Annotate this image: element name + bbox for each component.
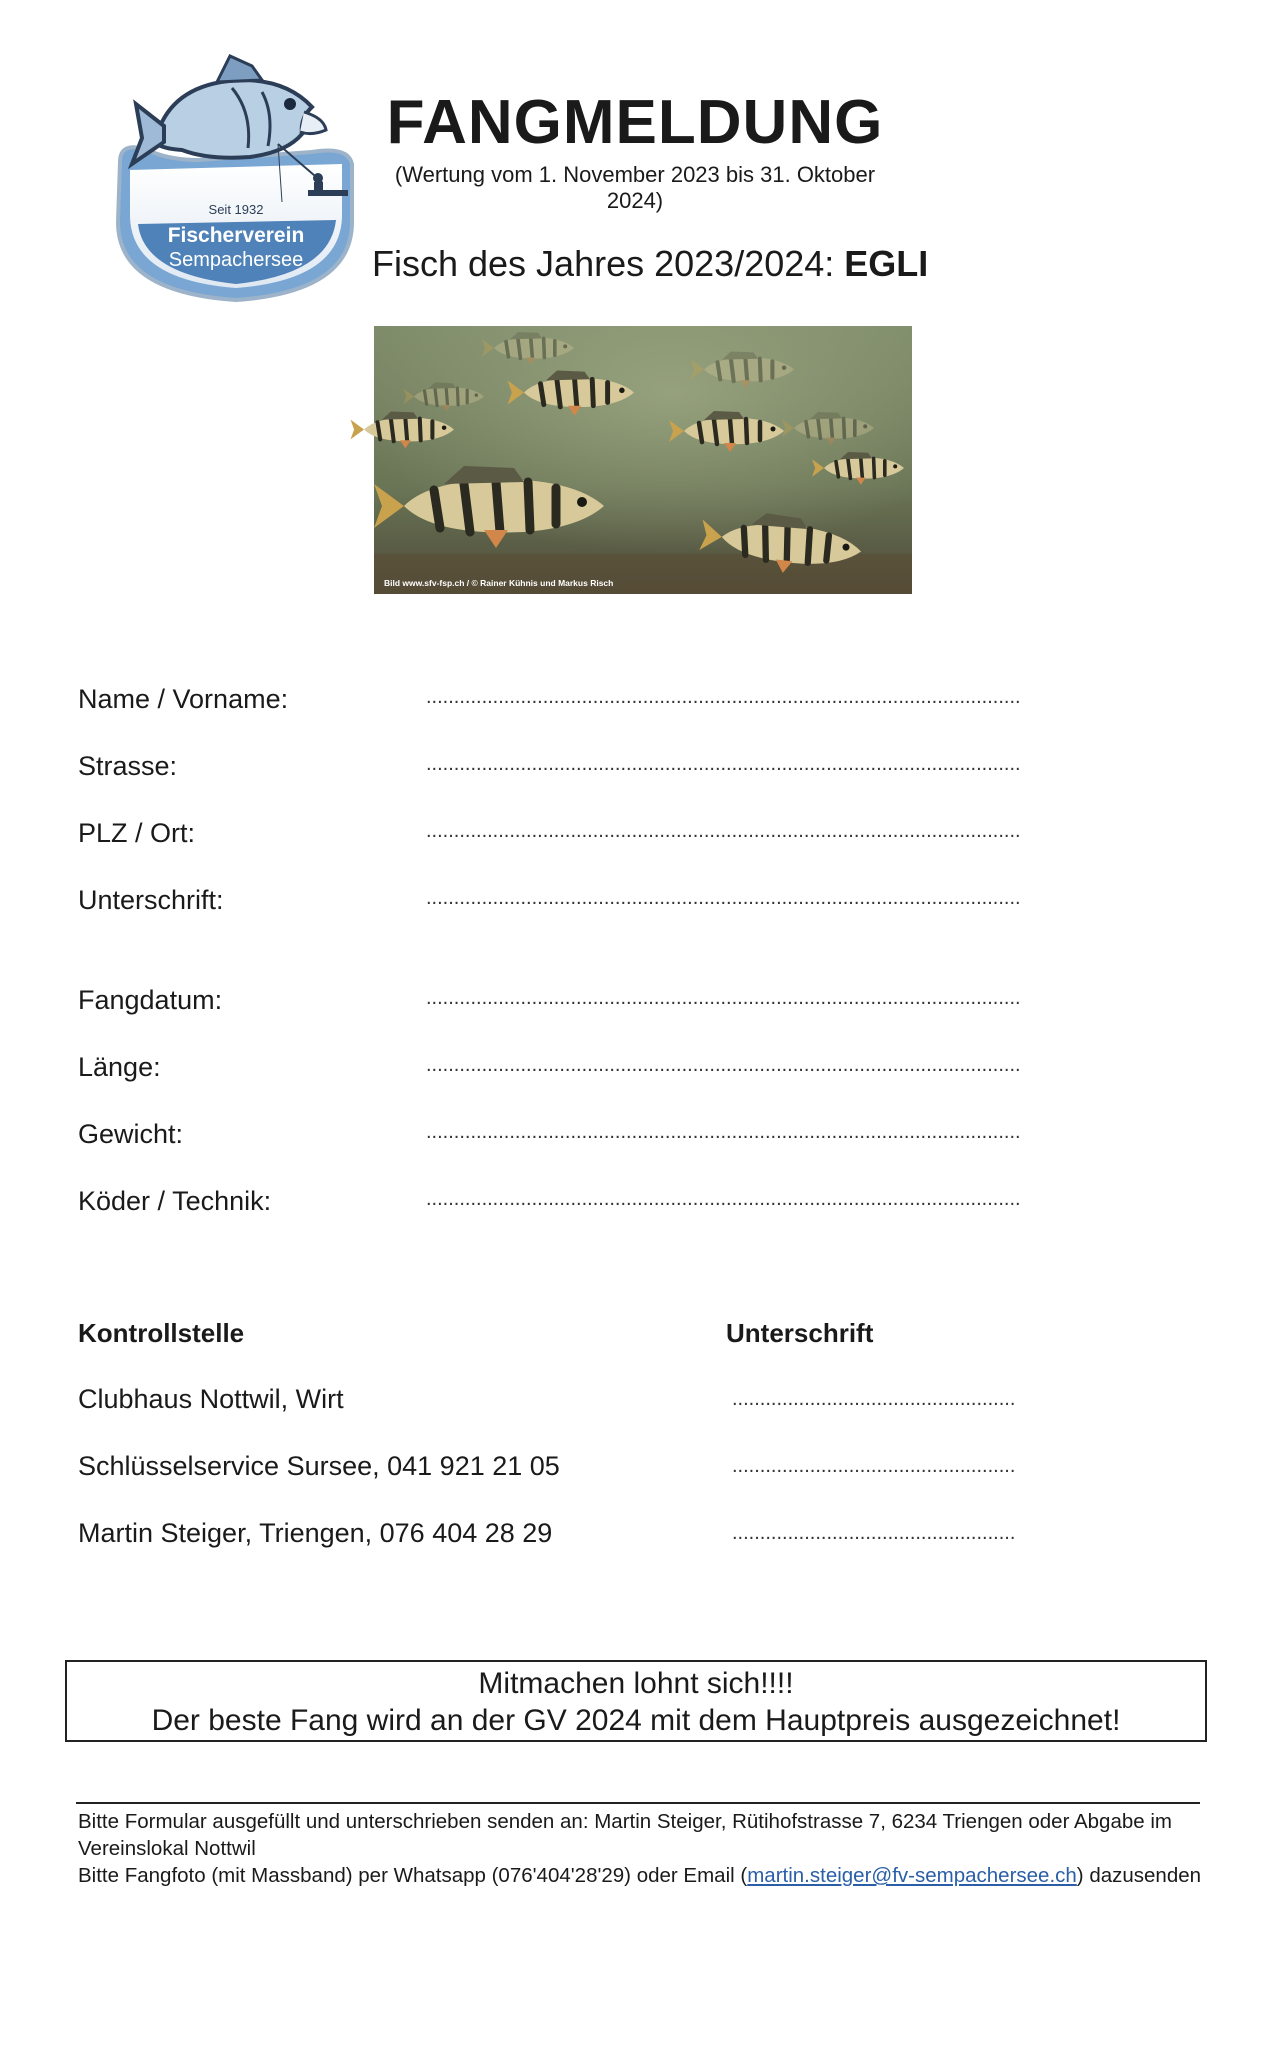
- field-label-street: Strasse:: [78, 751, 178, 781]
- email-link[interactable]: martin.steiger@fv-sempachersee.ch: [747, 1864, 1077, 1887]
- control-signature-line-clubhaus[interactable]: ...................................................: [732, 1388, 1016, 1410]
- control-row-clubhaus: [78, 1384, 1016, 1424]
- control-signature-heading: Unterschrift: [726, 1318, 874, 1348]
- field-label-weight: Gewicht:: [78, 1119, 184, 1149]
- perch-photo: [374, 326, 912, 594]
- logo-fish: [152, 80, 312, 158]
- perch-photo-image: [374, 326, 912, 594]
- fish-of-the-year: [372, 242, 928, 285]
- footer-line2: [78, 1862, 1208, 1889]
- field-weight: [78, 1119, 1021, 1159]
- photo-credit: Bild www.sfv-fsp.ch / © Rainer Kühnis und Markus Risch: [384, 578, 614, 588]
- field-line-name[interactable]: ...........................................................................................................: [426, 686, 1021, 708]
- control-row-schluesselservice: [78, 1451, 1016, 1491]
- footer-line1: Bitte Formular ausgefüllt und unterschrieben senden an: Martin Steiger, Rütihofstrasse 7, 6234 Triengen oder Abgabe im Vereinslokal Nottwil: [78, 1810, 1172, 1860]
- control-label-steiger: Martin Steiger, Triengen, 076 404 28 29: [78, 1518, 553, 1548]
- field-zip-city: [78, 818, 1021, 858]
- field-label-length: Länge:: [78, 1052, 161, 1082]
- control-signature-line-steiger[interactable]: ...................................................: [732, 1522, 1016, 1544]
- evaluation-period: (Wertung vom 1. November 2023 bis 31. Oktober 2024): [394, 162, 876, 214]
- field-label-catch-date: Fangdatum:: [78, 985, 223, 1015]
- field-street: [78, 751, 1021, 791]
- field-label-zip-city: PLZ / Ort:: [78, 818, 196, 848]
- fish-of-year-name: EGLI: [844, 243, 929, 284]
- banner-line1: Mitmachen lohnt sich!!!!: [478, 1667, 794, 1700]
- field-label-name: Name / Vorname:: [78, 684, 289, 714]
- field-line-signature[interactable]: ...........................................................................................................: [426, 887, 1021, 909]
- logo-graphic: [112, 52, 362, 302]
- logo-name-line1: Fischerverein: [167, 224, 305, 247]
- fish-of-year-prefix: Fisch des Jahres 2023/2024:: [372, 243, 845, 284]
- field-line-weight[interactable]: ...........................................................................................................: [426, 1121, 1021, 1143]
- club-logo: [112, 52, 362, 302]
- field-line-zip-city[interactable]: ...........................................................................................................: [426, 820, 1021, 842]
- footer-line2-suffix: ) dazusenden: [1076, 1864, 1202, 1887]
- control-label-clubhaus: Clubhaus Nottwil, Wirt: [78, 1384, 344, 1414]
- field-length: [78, 1052, 1021, 1092]
- field-line-bait-technique[interactable]: ...........................................................................................................: [426, 1188, 1021, 1210]
- field-line-catch-date[interactable]: ...........................................................................................................: [426, 987, 1021, 1009]
- logo-name-line2: Sempachersee: [168, 249, 304, 271]
- field-label-signature: Unterschrift:: [78, 885, 224, 915]
- field-line-street[interactable]: ...........................................................................................................: [426, 753, 1021, 775]
- control-signature-line-schluesselservice[interactable]: ...................................................: [732, 1455, 1016, 1477]
- prize-banner: [65, 1660, 1207, 1742]
- control-label-schluesselservice: Schlüsselservice Sursee, 041 921 21 05: [78, 1451, 560, 1481]
- page-title: FANGMELDUNG: [386, 88, 884, 157]
- field-name: [78, 684, 1021, 724]
- control-row-steiger: [78, 1518, 1016, 1558]
- field-label-bait-technique: Köder / Technik:: [78, 1186, 272, 1216]
- field-signature: [78, 885, 1021, 925]
- field-bait-technique: [78, 1186, 1021, 1226]
- banner-line2: Der beste Fang wird an der GV 2024 mit dem Hauptpreis ausgezeichnet!: [151, 1704, 1121, 1737]
- control-point-heading: Kontrollstelle: [78, 1318, 245, 1348]
- footer-line2-prefix: Bitte Fangfoto (mit Massband) per Whatsapp (076'404'28'29) oder Email (: [78, 1864, 748, 1887]
- footer-divider: [76, 1802, 1200, 1804]
- field-line-length[interactable]: ...........................................................................................................: [426, 1054, 1021, 1076]
- field-catch-date: [78, 985, 1021, 1025]
- footer-instructions: [78, 1808, 1208, 1889]
- logo-since: Seit 1932: [208, 202, 264, 217]
